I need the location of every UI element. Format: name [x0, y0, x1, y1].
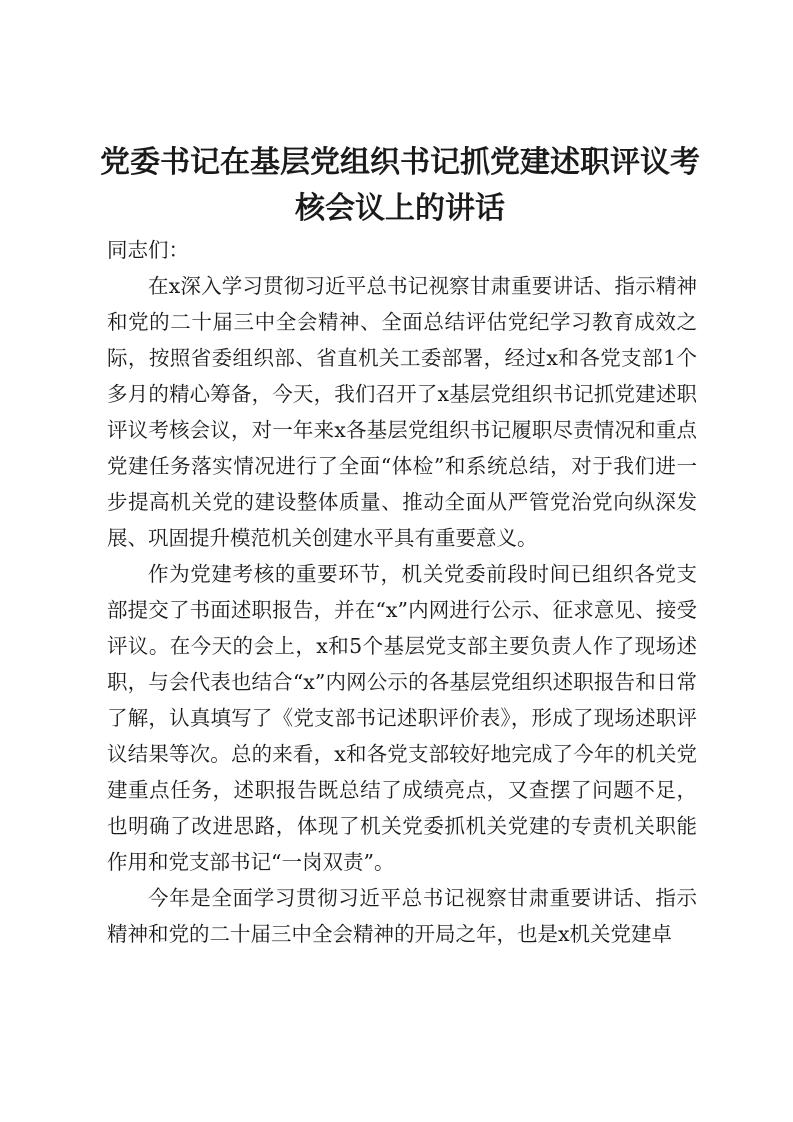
document-body [107, 232, 697, 952]
document-title: 党委书记在基层党组织书记抓党建述职评议考核会议上的讲话 [100, 145, 700, 226]
salutation: 同志们： [107, 238, 189, 262]
paragraph-3: 今年是全面学习贯彻习近平总书记视察甘肃重要讲话、指示精神和党的二十届三中全会精神的开局之年，也是x机关党建卓 [107, 886, 697, 946]
paragraph-1: 在x深入学习贯彻习近平总书记视察甘肃重要讲话、指示精神和党的二十届三中全会精神、全面总结评估党纪学习教育成效之际，按照省委组织部、省直机关工委部署，经过x和各党支部1个多月的精心筹备，今天，我们召开了x基层党组织书记抓党建述职评议考核会议，对一年来x各基层党组织书记履职尽责情况和重点党建任务落实情况进行了全面“体检”和系统总结，对于我们进一步提高机关党的建设整体质量、推动全面从严管党治党向纵深发展、巩固提升模范机关创建水平具有重要意义。 [107, 274, 697, 550]
paragraph-2: 作为党建考核的重要环节，机关党委前段时间已组织各党支部提交了书面述职报告，并在“x”内网进行公示、征求意见、接受评议。在今天的会上，x和5个基层党支部主要负责人作了现场述职，与会代表也结合“x”内网公示的各基层党组织述职报告和日常了解，认真填写了《党支部书记述职评价表》，形成了现场述职评议结果等次。总的来看，x和各党支部较好地完成了今年的机关党建重点任务，述职报告既总结了成绩亮点，又查摆了问题不足，也明确了改进思路，体现了机关党委抓机关党建的专责机关职能作用和党支部书记“一岗双责”。 [107, 562, 697, 874]
